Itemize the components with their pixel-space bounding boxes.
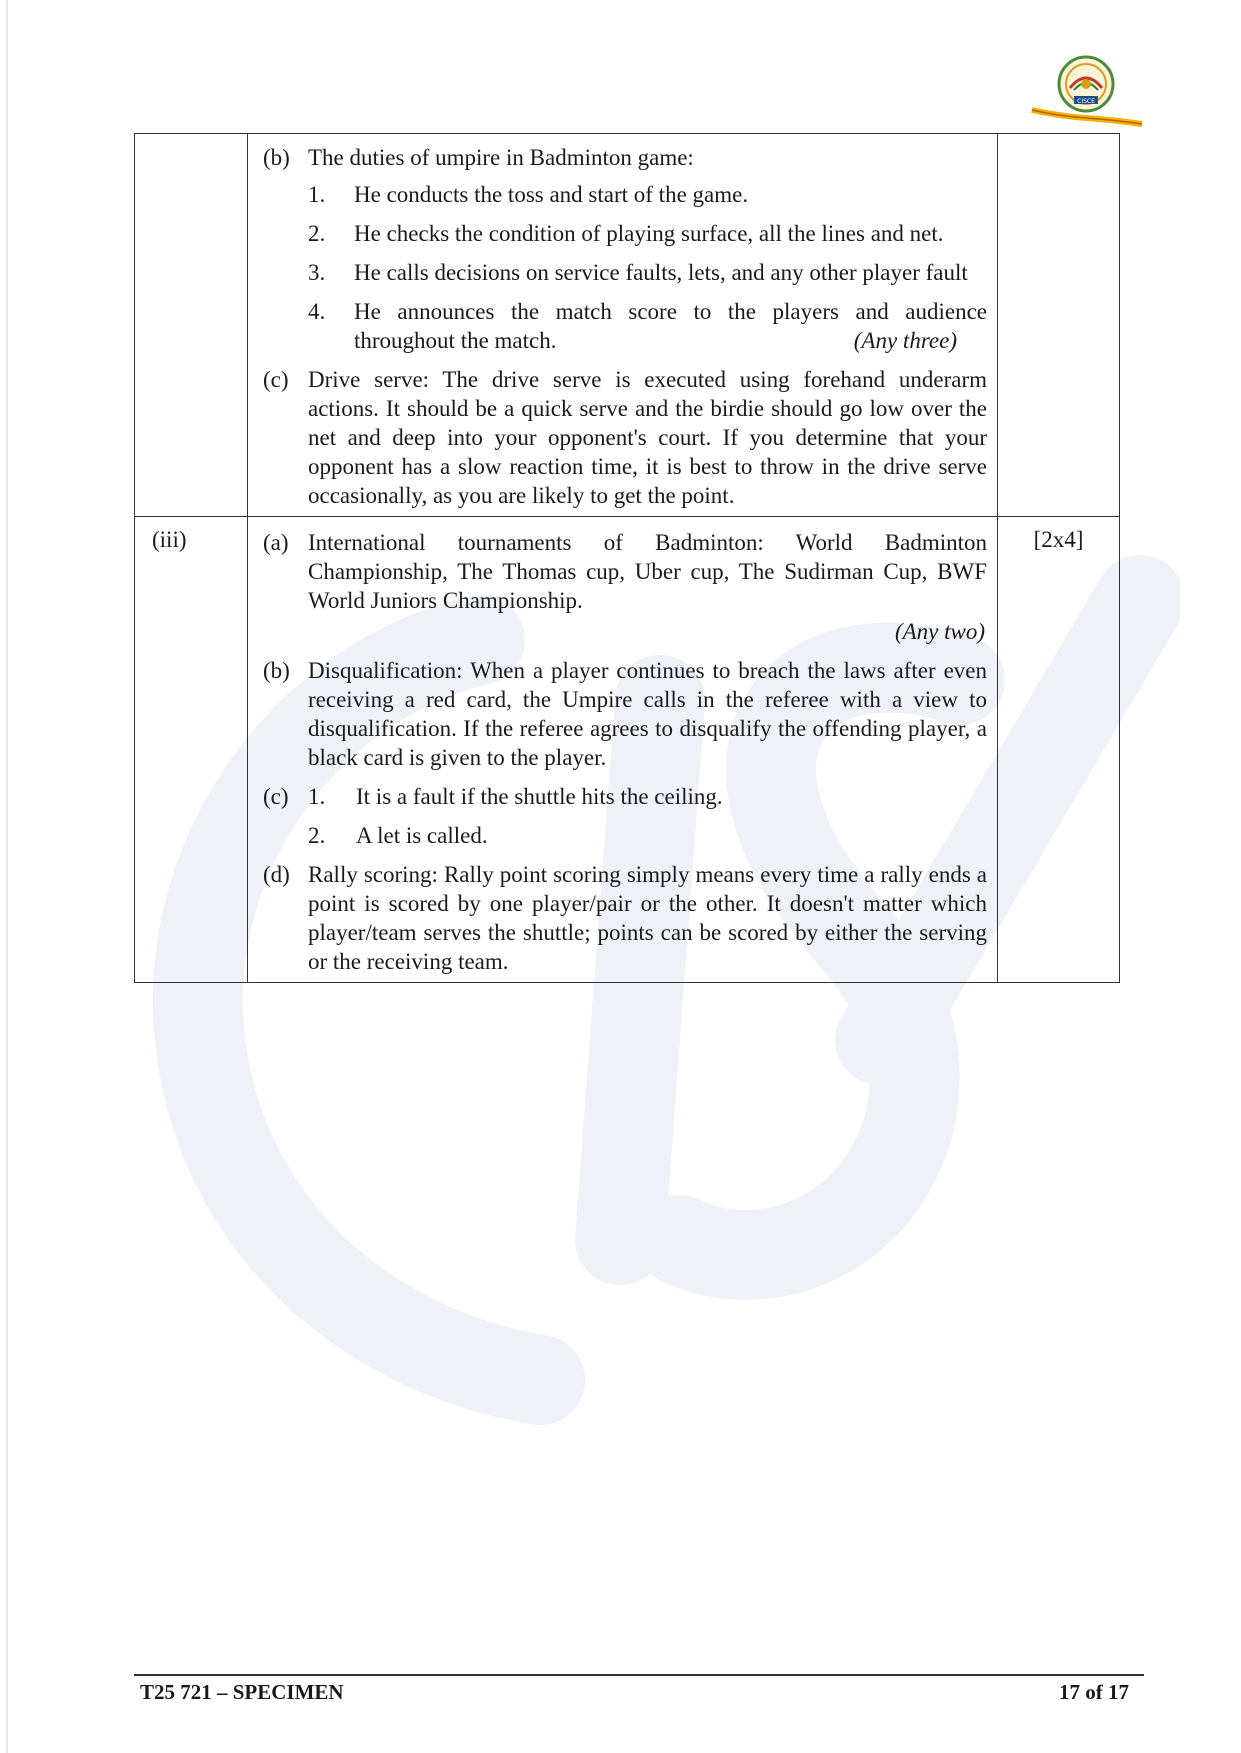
answer-cell xyxy=(248,517,998,983)
list-item xyxy=(308,258,987,287)
part-label: (b) xyxy=(263,145,290,170)
part-b xyxy=(254,656,987,772)
part-text: Rally scoring: Rally point scoring simply means every time a rally ends a point is scored by one player/pair or the other. It doesn't matter which player/team serves the shuttle; points can be scored by either the serving or the receiving team. xyxy=(308,862,987,974)
part-label: (b) xyxy=(263,658,290,683)
list-item xyxy=(308,297,987,355)
list-item xyxy=(308,180,987,209)
table-row xyxy=(135,517,1120,983)
part-c xyxy=(254,365,987,510)
part-label: (c) xyxy=(263,784,289,809)
item-number: 2. xyxy=(308,823,326,848)
table-row xyxy=(135,134,1120,517)
answer-table xyxy=(134,133,1120,983)
item-text: He conducts the toss and start of the game. xyxy=(354,182,749,207)
item-text: A let is called. xyxy=(356,823,488,848)
item-number: 1. xyxy=(308,784,326,809)
page-edge xyxy=(6,0,8,1753)
question-number xyxy=(135,134,248,517)
footer-divider xyxy=(134,1674,1144,1676)
part-text: International tournaments of Badminton: World Badminton Championship, The Thomas cup, Uber cup, The Sudirman Cup, BWF World Juniors Championship. xyxy=(308,530,987,613)
marks-cell xyxy=(998,134,1120,517)
answer-cell xyxy=(248,134,998,517)
list-item xyxy=(308,219,987,248)
item-text: He checks the condition of playing surface, all the lines and net. xyxy=(354,221,944,246)
item-number: 1. xyxy=(308,182,326,207)
item-text: He calls decisions on service faults, lets, and any other player fault xyxy=(354,260,968,285)
item-number: 3. xyxy=(308,260,326,285)
item-text-body: He announces the match score to the players and audience throughout the match. xyxy=(354,299,987,353)
part-label: (a) xyxy=(263,530,289,555)
part-label: (c) xyxy=(263,367,289,392)
logo-text: CISCE xyxy=(1077,98,1095,105)
marks-cell: [2x4] xyxy=(998,517,1120,983)
part-d xyxy=(254,860,987,976)
list-item xyxy=(308,782,987,811)
part-intro: The duties of umpire in Badminton game: xyxy=(308,145,694,170)
part-a xyxy=(254,528,987,646)
part-text: Drive serve: The drive serve is executed using forehand underarm actions. It should be a quick serve and the birdie should go low over the net and deep into your opponent's court. If you determine that your opponent has a slow reaction time, it is best to throw in the drive serve occasionally, as you are likely to get the point. xyxy=(308,367,987,508)
item-text xyxy=(354,297,987,355)
part-label: (d) xyxy=(263,862,290,887)
part-text: Disqualification: When a player continues to breach the laws after even receiving a red card, the Umpire calls in the referee with a view to disqualification. If the referee agrees to disqualify the offending player, a black card is given to the player. xyxy=(308,658,987,770)
part-b xyxy=(254,143,987,355)
any-three-note: (Any three) xyxy=(853,328,957,353)
list-item xyxy=(308,821,987,850)
item-text: It is a fault if the shuttle hits the ceiling. xyxy=(356,784,723,809)
cisce-emblem-icon xyxy=(1028,50,1148,130)
part-c xyxy=(254,782,987,850)
item-number: 4. xyxy=(308,299,326,324)
question-number: (iii) xyxy=(135,517,248,983)
item-number: 2. xyxy=(308,221,326,246)
paper-code: T25 721 – SPECIMEN xyxy=(140,1680,344,1704)
page-number: 17 of 17 xyxy=(1059,1680,1129,1704)
any-two-note: (Any two) xyxy=(894,619,985,644)
